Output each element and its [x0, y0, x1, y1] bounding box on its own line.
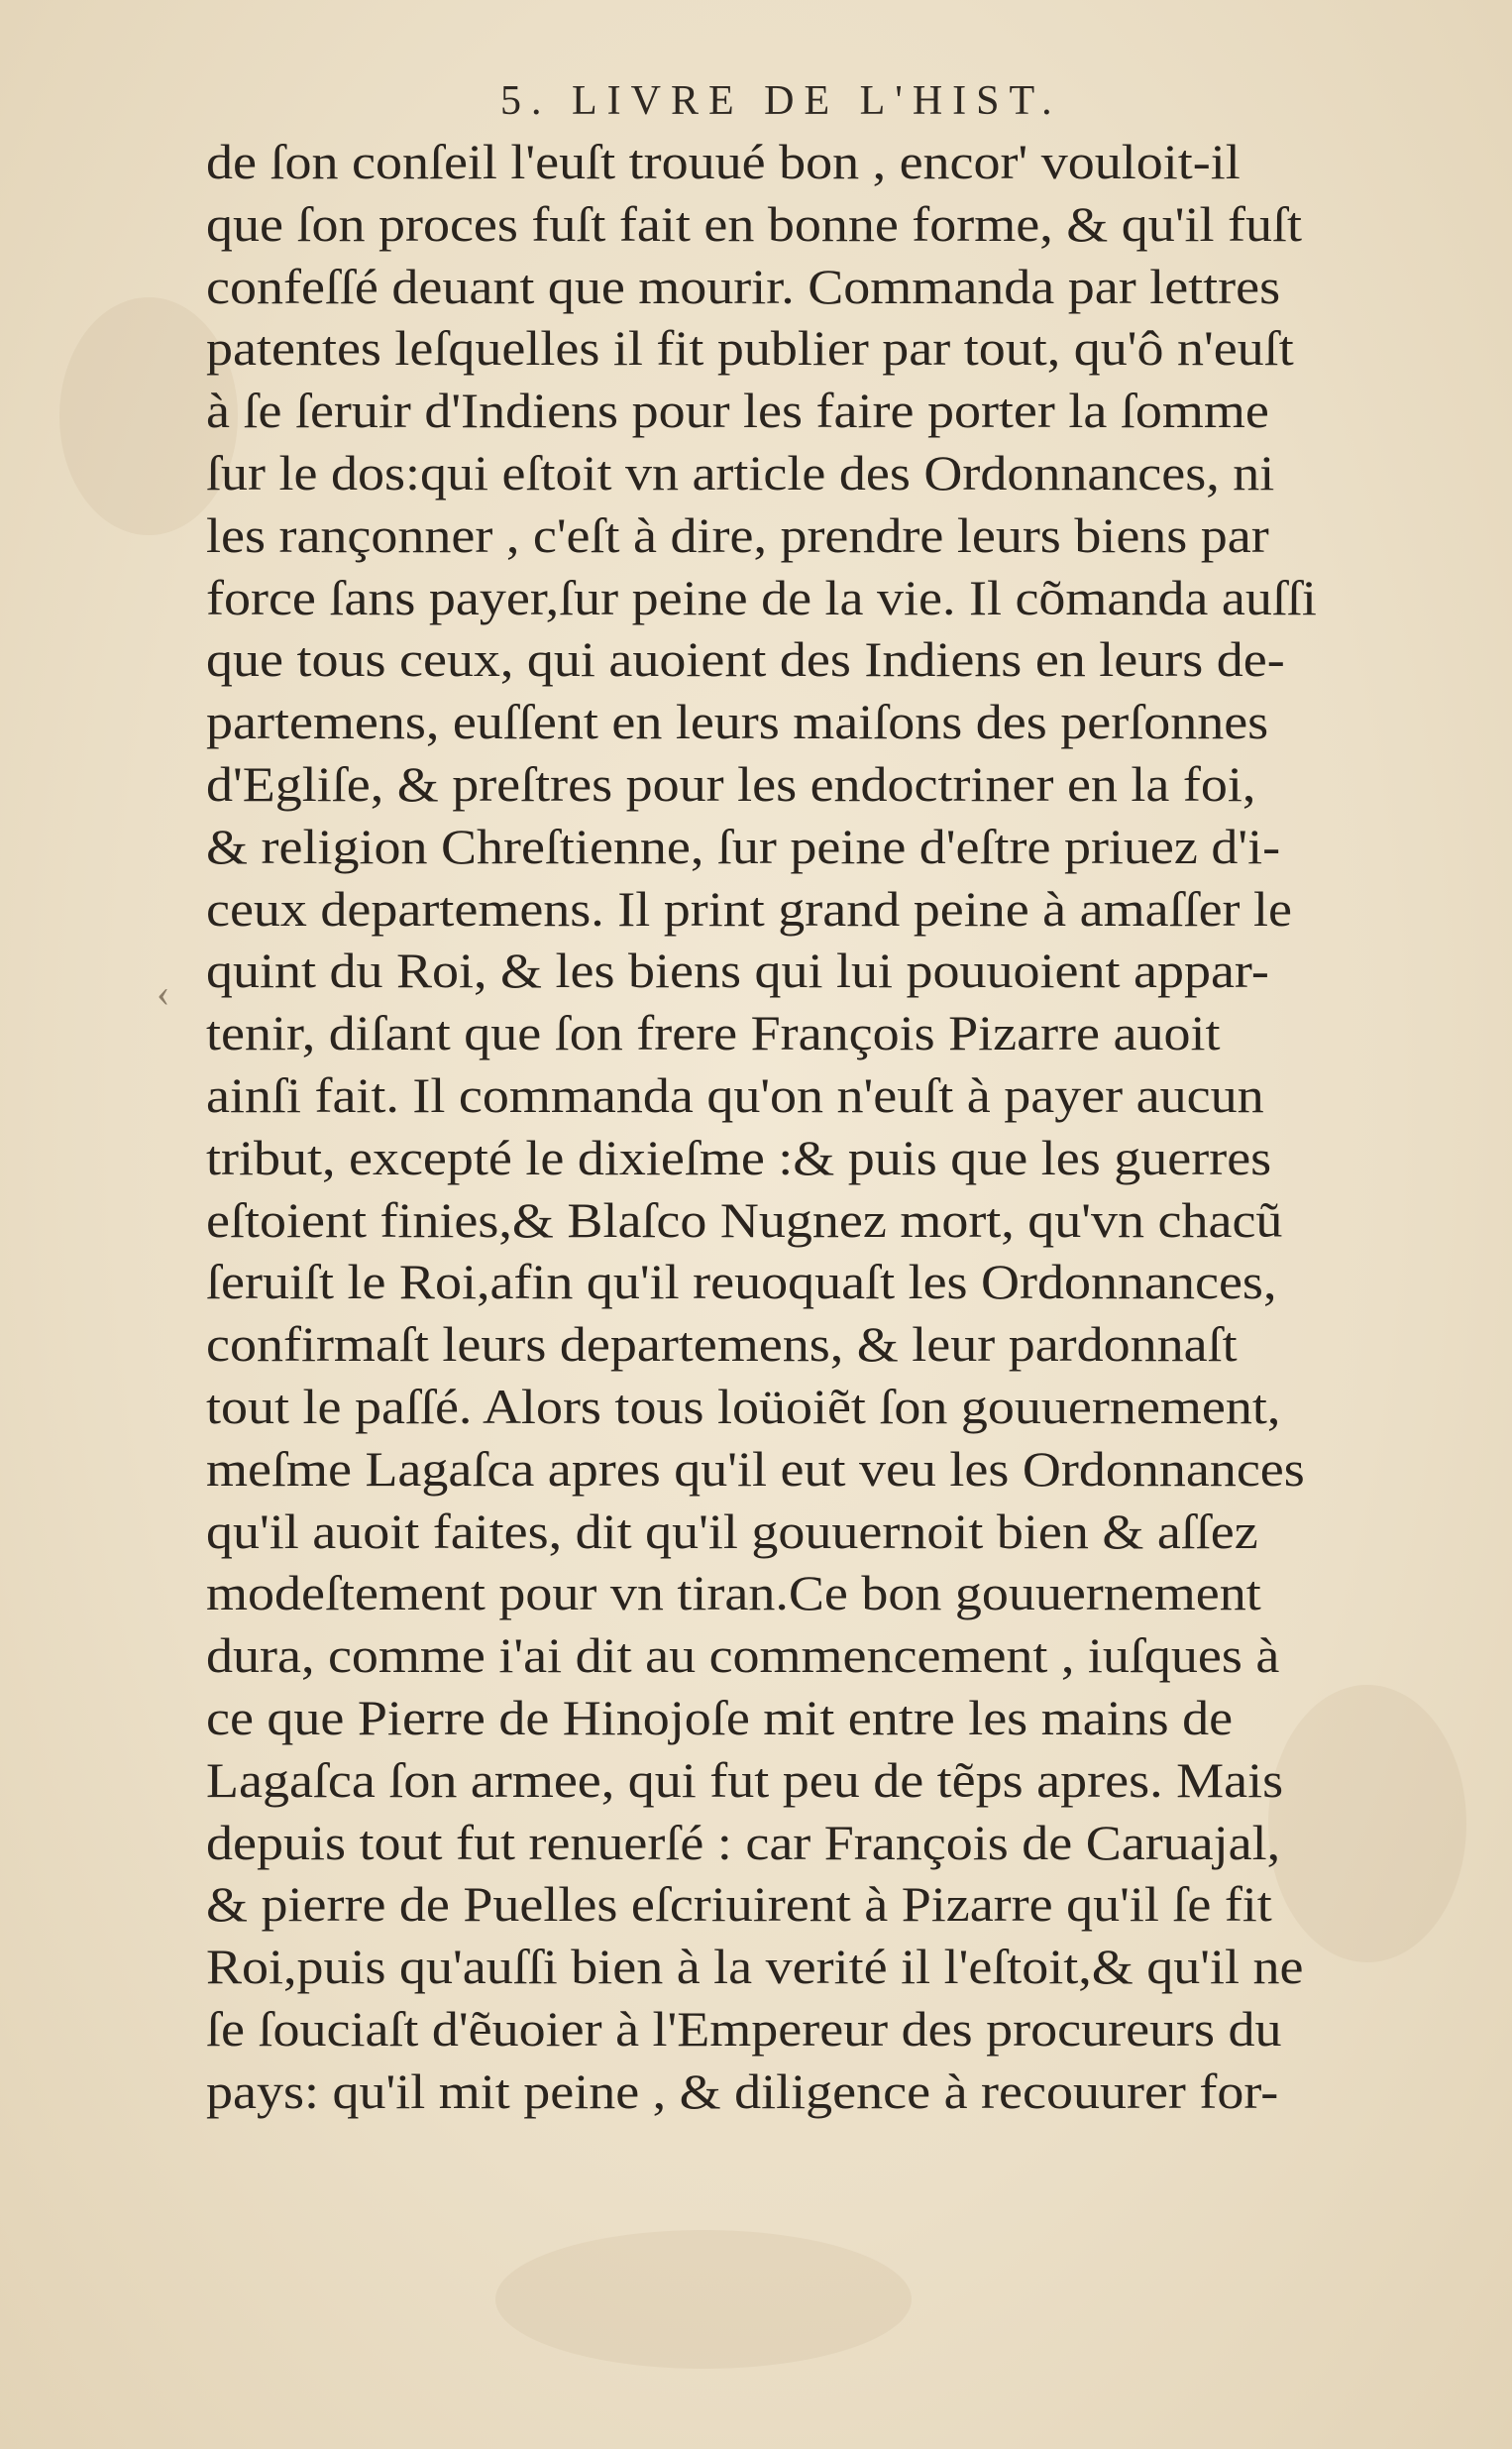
text-line: tribut, excepté le dixieſme :& puis que les guerres — [206, 1129, 1272, 1185]
text-line: modeſtement pour vn tiran.Ce bon gouuernement — [206, 1565, 1261, 1621]
text-line: les rançonner , c'eſt à dire, prendre leurs biens par — [206, 506, 1269, 563]
text-line: confeſſé deuant que mourir. Commanda par lettres — [206, 258, 1281, 314]
text-line: ainſi fait. Il commanda qu'on n'euſt à payer aucun — [206, 1066, 1264, 1123]
text-line: à ſe ſeruir d'Indiens pour les faire porter la ſomme — [206, 383, 1269, 439]
text-line: dura, comme i'ai dit au commencement , iuſques à — [206, 1627, 1280, 1684]
running-title: 5. LIVRE DE L'HIST. — [500, 78, 1062, 124]
text-line: pays: qu'il mit peine , & diligence à recouurer for- — [206, 2062, 1279, 2119]
text-line: ceux departemens. Il print grand peine à amaſſer le — [206, 880, 1293, 937]
text-line: que tous ceux, qui auoient des Indiens en leurs de- — [206, 631, 1285, 688]
text-line: quint du Roi, & les biens qui lui pouuoient appar- — [206, 943, 1269, 999]
body-text — [206, 131, 1415, 2123]
text-line: depuis tout fut renuerſé : car François de Caruajal, — [206, 1814, 1281, 1870]
text-line: & religion Chreſtienne, ſur peine d'eſtre priuez d'i- — [206, 818, 1281, 874]
text-line: meſme Lagaſca apres qu'il eut veu les Ordonnances — [206, 1440, 1305, 1497]
text-line: eſtoient finies,& Blaſco Nugnez mort, qu'vn chacũ — [206, 1191, 1283, 1248]
text-line: qu'il auoit faites, dit qu'il gouuernoit bien & aſſez — [206, 1503, 1258, 1559]
text-line: ſe ſouciaſt d'ẽuoier à l'Empereur des procureurs du — [206, 2000, 1282, 2057]
text-line: Roi,puis qu'auſſi bien à la verité il l'eſtoit,& qu'il ne — [206, 1939, 1304, 1995]
text-line: d'Egliſe, & preſtres pour les endoctriner en la foi, — [206, 755, 1256, 812]
paper-stain — [495, 2230, 912, 2369]
text-line: patentes leſquelles il fit publier par tout, qu'ô n'euſt — [206, 320, 1294, 377]
text-line: force ſans payer,ſur peine de la vie. Il cõmanda auſſi — [206, 569, 1317, 625]
text-line: partemens, euſſent en leurs maiſons des perſonnes — [206, 694, 1269, 750]
text-line: & pierre de Puelles eſcriuirent à Pizarre qu'il ſe fit — [206, 1876, 1272, 1933]
text-line: de ſon conſeil l'euſt trouué bon , encor' vouloit-il — [206, 134, 1241, 189]
text-line: ſeruiſt le Roi,afin qu'il reuoquaſt les Ordonnances, — [206, 1254, 1277, 1310]
text-line: tout le paſſé. Alors tous loüoiẽt ſon gouuernement, — [206, 1378, 1281, 1434]
text-line: Lagaſca ſon armee, qui fut peu de tẽps apres. Mais — [206, 1751, 1284, 1808]
text-line: ſur le dos:qui eſtoit vn article des Ordonnances, ni — [206, 444, 1275, 501]
margin-mark: ‹ — [157, 970, 170, 1015]
text-line: ce que Pierre de Hinojoſe mit entre les mains de — [206, 1689, 1234, 1745]
text-line: que ſon proces fuſt fait en bonne forme, & qu'il fuſt — [206, 195, 1302, 252]
text-line: confirmaſt leurs departemens, & leur pardonnaſt — [206, 1316, 1238, 1373]
text-line: tenir, diſant que ſon frere François Pizarre auoit — [206, 1005, 1221, 1061]
